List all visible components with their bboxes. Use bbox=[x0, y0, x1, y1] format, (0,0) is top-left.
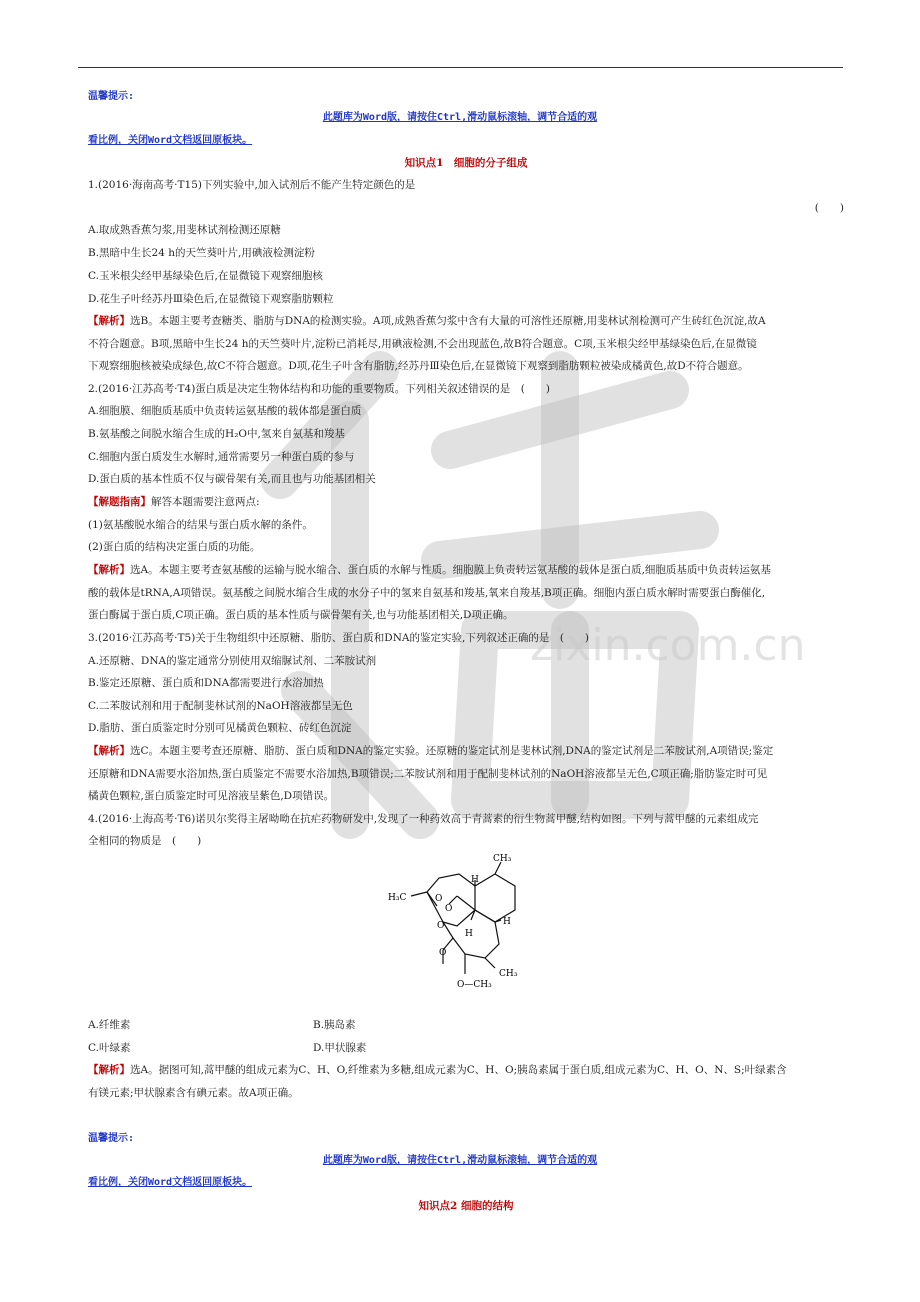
section-title-2: 知识点2 细胞的结构 bbox=[418, 1200, 514, 1212]
q3-option-c: C.二苯胺试剂和用于配制斐林试剂的NaOH溶液都呈无色 bbox=[88, 700, 353, 712]
q1-analysis-line-2: 不符合题意。B项,黑暗中生长24 h的天竺葵叶片,淀粉已消耗尽,用碘液检测,不会出现蓝色,故B符合题意。C项,玉米根尖经甲基绿染色后,在显微镜 bbox=[88, 338, 757, 350]
label-h-left: H bbox=[465, 929, 473, 939]
tips-label-1: 温馨提示: bbox=[88, 91, 135, 102]
q4-stem-line-1: 4.(2016·上海高考·T6)诺贝尔奖得主屠呦呦在抗疟药物研发中,发现了一种药效高于青蒿素的衍生物蒿甲醚,结构如图。下列与蒿甲醚的元素组成完 bbox=[88, 813, 759, 825]
q3-analysis-line-1 bbox=[88, 740, 844, 763]
q1-option-b: B.黑暗中生长24 h的天竺葵叶片,用碘液检测淀粉 bbox=[88, 247, 315, 259]
header-rule bbox=[78, 67, 843, 68]
q2-guide-text: 解答本题需要注意两点: bbox=[151, 496, 260, 508]
label-o2: O bbox=[445, 904, 453, 914]
q1-analysis-tag: 【解析】 bbox=[88, 315, 130, 327]
tips-line-2[interactable]: 看比例，关闭Word文档返回原板块。 bbox=[88, 135, 253, 146]
q2-analysis-tag: 【解析】 bbox=[88, 564, 130, 576]
q3-analysis-tag: 【解析】 bbox=[88, 745, 130, 757]
q1-option-c: C.玉米根尖经甲基绿染色后,在显微镜下观察细胞核 bbox=[88, 270, 323, 282]
q2-guide-point-1: (1)氨基酸脱水缩合的结果与蛋白质水解的条件。 bbox=[88, 519, 313, 531]
tips-label-2: 温馨提示: bbox=[88, 1133, 135, 1144]
q1-analysis-text-1: 选B。本题主要考查糖类、脂肪与DNA的检测实验。A项,成熟香蕉匀浆中含有大量的可溶性还原糖,用斐林试剂检测可产生砖红色沉淀,故A bbox=[130, 315, 766, 327]
tips-line-2-bottom[interactable]: 看比例，关闭Word文档返回原板块。 bbox=[88, 1177, 253, 1188]
q2-guide-tag: 【解题指南】 bbox=[88, 496, 151, 508]
label-ch3-top: CH₃ bbox=[493, 854, 512, 864]
label-ome: O—CH₃ bbox=[457, 980, 492, 990]
q1-analysis-line-1 bbox=[88, 310, 844, 333]
q4-option-b: B.胰岛素 bbox=[313, 1019, 356, 1031]
q3-analysis-line-3: 橘黄色颗粒,蛋白质鉴定时可见溶液呈紫色,D项错误。 bbox=[88, 790, 335, 802]
q3-option-b: B.鉴定还原糖、蛋白质和DNA都需要进行水浴加热 bbox=[88, 677, 324, 689]
artemether-structure bbox=[387, 852, 537, 1002]
q4-option-a: A.纤维素 bbox=[88, 1019, 131, 1031]
q4-analysis-line-1 bbox=[88, 1059, 844, 1082]
q2-analysis-line-2: 酸的载体是tRNA,A项错误。氨基酸之间脱水缩合生成的水分子中的氢来自氨基和羧基,氧来自羧基,B项正确。细胞内蛋白质水解时需要蛋白酶催化, bbox=[88, 587, 766, 599]
q4-stem-line-2: 全相同的物质是 ( ) bbox=[88, 835, 202, 847]
q4-option-d: D.甲状腺素 bbox=[313, 1042, 367, 1054]
tips-line-1[interactable]: 此题库为Word版，请按住Ctrl,滑动鼠标滚轴，调节合适的观 bbox=[322, 112, 598, 123]
q2-option-a: A.细胞膜、细胞质基质中负责转运氨基酸的载体都是蛋白质 bbox=[88, 405, 362, 417]
q3-option-d: D.脂肪、蛋白质鉴定时分别可见橘黄色颗粒、砖红色沉淀 bbox=[88, 722, 352, 734]
label-h3c: H₃C bbox=[388, 893, 407, 903]
label-o4: O bbox=[439, 948, 447, 958]
q4-analysis-tag: 【解析】 bbox=[88, 1064, 130, 1076]
q1-option-a: A.取成熟香蕉匀浆,用斐林试剂检测还原糖 bbox=[88, 224, 281, 236]
q4-analysis-line-2: 有镁元素;甲状腺素含有碘元素。故A项正确。 bbox=[88, 1087, 299, 1099]
label-o3: O bbox=[437, 921, 445, 931]
q1-option-d: D.花生子叶经苏丹Ⅲ染色后,在显微镜下观察脂肪颗粒 bbox=[88, 293, 334, 305]
label-ch3-right: CH₃ bbox=[499, 969, 518, 979]
q3-analysis-line-2: 还原糖和DNA需要水浴加热,蛋白质鉴定不需要水浴加热,B项错误;二苯胺试剂和用于配制斐林试剂的NaOH溶液都呈无色,C项正确;脂肪鉴定时可见 bbox=[88, 768, 768, 780]
q2-analysis-text-1: 选A。本题主要考查氨基酸的运输与脱水缩合、蛋白质的水解与性质。细胞膜上负责转运氨基酸的载体是蛋白质,细胞质基质中负责转运氨基 bbox=[130, 564, 771, 576]
q3-analysis-text-1: 选C。本题主要考查还原糖、脂肪、蛋白质和DNA的鉴定实验。还原糖的鉴定试剂是斐林试剂,DNA的鉴定试剂是二苯胺试剂,A项错误;鉴定 bbox=[130, 745, 774, 757]
q2-option-c: C.细胞内蛋白质发生水解时,通常需要另一种蛋白质的参与 bbox=[88, 451, 355, 463]
q2-guide bbox=[88, 491, 844, 514]
label-o1: O bbox=[435, 894, 443, 904]
section-title-1: 知识点1 细胞的分子组成 bbox=[404, 157, 528, 169]
q4-option-c: C.叶绿素 bbox=[88, 1042, 131, 1054]
q4-analysis-text-1: 选A。据图可知,蒿甲醚的组成元素为C、H、O,纤维素为多糖,组成元素为C、H、O;胰岛素属于蛋白质,组成元素为C、H、O、N、S;叶绿素含 bbox=[130, 1064, 787, 1076]
q3-stem: 3.(2016·江苏高考·T5)关于生物组织中还原糖、脂肪、蛋白质和DNA的鉴定实验,下列叙述正确的是 ( ) bbox=[88, 632, 590, 644]
q2-analysis-line-3: 蛋白酶属于蛋白质,C项正确。蛋白质的基本性质与碳骨架有关,也与功能基团相关,D项正确。 bbox=[88, 609, 514, 621]
q2-option-b: B.氨基酸之间脱水缩合生成的H₂O中,氢来自氨基和羧基 bbox=[88, 428, 345, 440]
q2-analysis-line-1 bbox=[88, 559, 844, 582]
q2-guide-point-2: (2)蛋白质的结构决定蛋白质的功能。 bbox=[88, 541, 261, 553]
q1-analysis-line-3: 下观察细胞核被染成绿色,故C不符合题意。D项,花生子叶含有脂肪,经苏丹Ⅲ染色后,在显微镜下观察到脂肪颗粒被染成橘黄色,故D不符合题意。 bbox=[88, 360, 749, 372]
q1-stem: 1.(2016·海南高考·T15)下列实验中,加入试剂后不能产生特定颜色的是 bbox=[88, 179, 416, 191]
label-h-mid: H bbox=[503, 917, 511, 927]
q2-option-d: D.蛋白质的基本性质不仅与碳骨架有关,而且也与功能基团相关 bbox=[88, 473, 376, 485]
svg-text:zixin.com.cn: zixin.com.cn bbox=[530, 620, 806, 671]
q3-option-a: A.还原糖、DNA的鉴定通常分别使用双缩脲试剂、二苯胺试剂 bbox=[88, 655, 377, 667]
q2-stem: 2.(2016·江苏高考·T4)蛋白质是决定生物体结构和功能的重要物质。下列相关叙述错误的是 ( ) bbox=[88, 383, 550, 395]
tips-line-1-bottom[interactable]: 此题库为Word版，请按住Ctrl,滑动鼠标滚轴，调节合适的观 bbox=[322, 1155, 598, 1166]
label-h-top: H bbox=[471, 875, 479, 885]
q1-answer-blank: ( ) bbox=[814, 202, 844, 214]
